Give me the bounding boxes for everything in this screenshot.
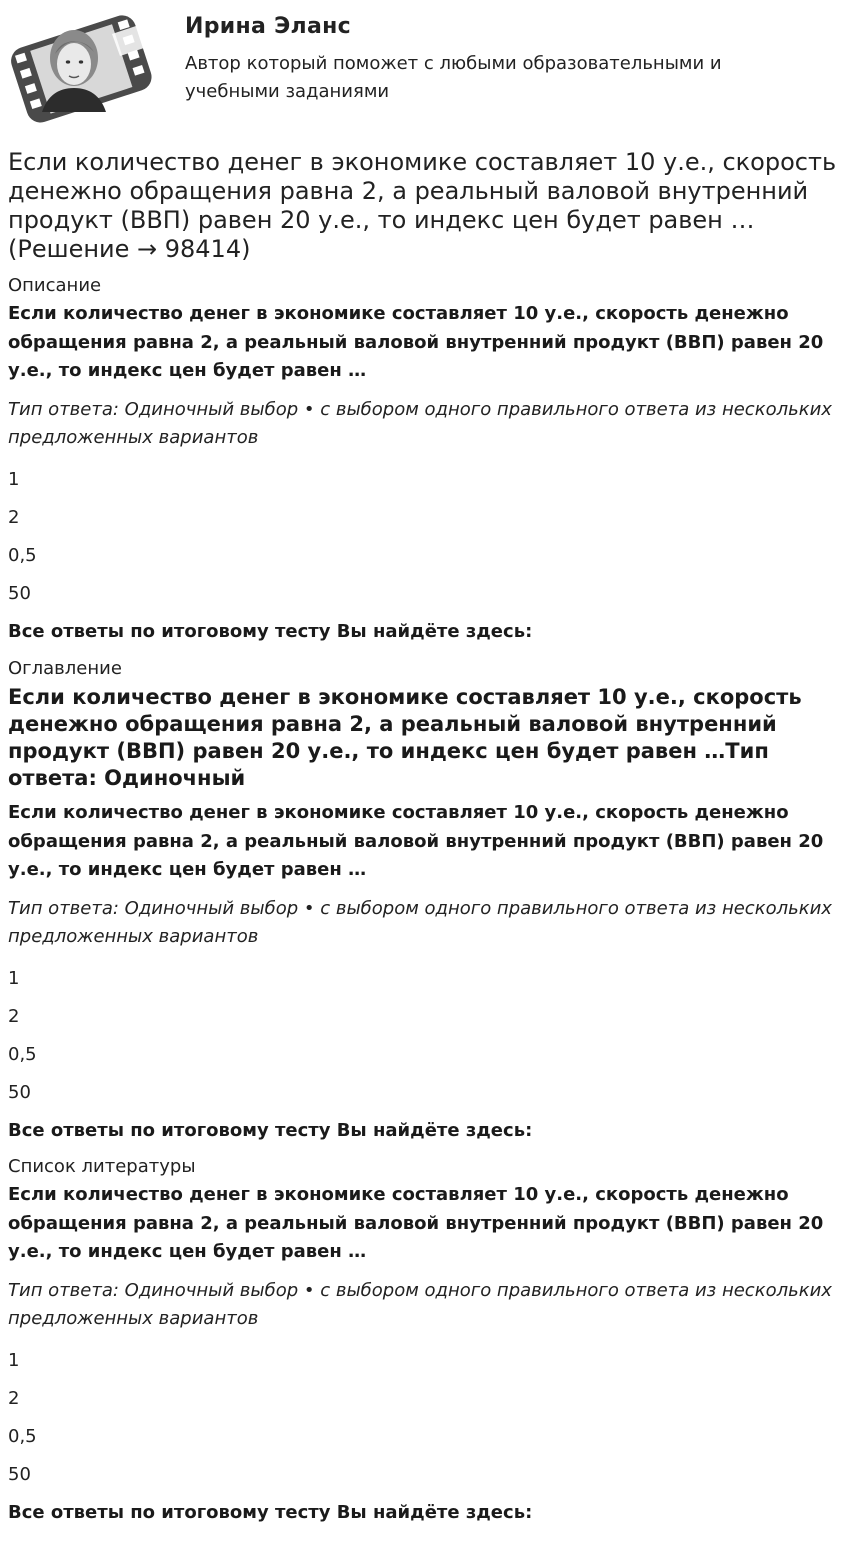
question-text: Если количество денег в экономике составляет 10 у.е., скорость денежно обращения равна 2, а реальный валовой внутренний продукт (ВВП) равен 20 у.е., то индекс цен будет равен … xyxy=(8,1184,824,1262)
answer-type: Тип ответа: Одиночный выбор • с выбором одного правильного ответа из нескольких предложенных вариантов xyxy=(8,1279,832,1329)
answer-option: 1 xyxy=(8,468,20,490)
page-title: Если количество денег в экономике составляет 10 у.е., скорость денежно обращения равна 2, а реальный валовой внутренний продукт (ВВП) равен 20 у.е., то индекс цен будет равен …(Решение → 98414) xyxy=(8,148,837,263)
all-answers-link[interactable]: Все ответы по итоговому тесту Вы найдёте здесь: xyxy=(8,620,533,642)
section-label-description: Описание xyxy=(8,275,102,296)
answer-option: 50 xyxy=(8,1463,31,1485)
literature-section xyxy=(8,1155,843,1525)
answer-option: 0,5 xyxy=(8,544,37,566)
answer-option: 50 xyxy=(8,1081,31,1103)
answer-type: Тип ответа: Одиночный выбор • с выбором одного правильного ответа из нескольких предложенных вариантов xyxy=(8,897,832,947)
answer-option: 50 xyxy=(8,582,31,604)
description-section xyxy=(8,274,843,644)
answer-option: 2 xyxy=(8,1387,20,1409)
author-name[interactable]: Ирина Эланс xyxy=(185,14,351,39)
answer-option: 0,5 xyxy=(8,1043,37,1065)
author-description: Автор который поможет с любыми образовательными и учебными заданиями xyxy=(185,53,722,102)
answer-option: 2 xyxy=(8,1005,20,1027)
toc-heading[interactable]: Если количество денег в экономике составляет 10 у.е., скорость денежно обращения равна 2, а реальный валовой внутренний продукт (ВВП) равен 20 у.е., то индекс цен будет равен …Тип ответа: Одиночный xyxy=(8,685,802,790)
question-text: Если количество денег в экономике составляет 10 у.е., скорость денежно обращения равна 2, а реальный валовой внутренний продукт (ВВП) равен 20 у.е., то индекс цен будет равен … xyxy=(8,303,824,381)
answer-option: 1 xyxy=(8,967,20,989)
all-answers-link[interactable]: Все ответы по итоговому тесту Вы найдёте здесь: xyxy=(8,1501,533,1523)
section-label-toc: Оглавление xyxy=(8,658,122,679)
all-answers-link[interactable]: Все ответы по итоговому тесту Вы найдёте здесь: xyxy=(8,1119,533,1141)
answer-type: Тип ответа: Одиночный выбор • с выбором одного правильного ответа из нескольких предложенных вариантов xyxy=(8,398,832,448)
answer-option: 0,5 xyxy=(8,1425,37,1447)
answer-option: 1 xyxy=(8,1349,20,1371)
answer-option: 2 xyxy=(8,506,20,528)
author-block xyxy=(8,8,838,128)
author-avatar[interactable] xyxy=(8,8,154,128)
section-label-literature: Список литературы xyxy=(8,1156,196,1177)
toc-section xyxy=(8,657,843,1143)
question-text: Если количество денег в экономике составляет 10 у.е., скорость денежно обращения равна 2, а реальный валовой внутренний продукт (ВВП) равен 20 у.е., то индекс цен будет равен … xyxy=(8,802,824,880)
